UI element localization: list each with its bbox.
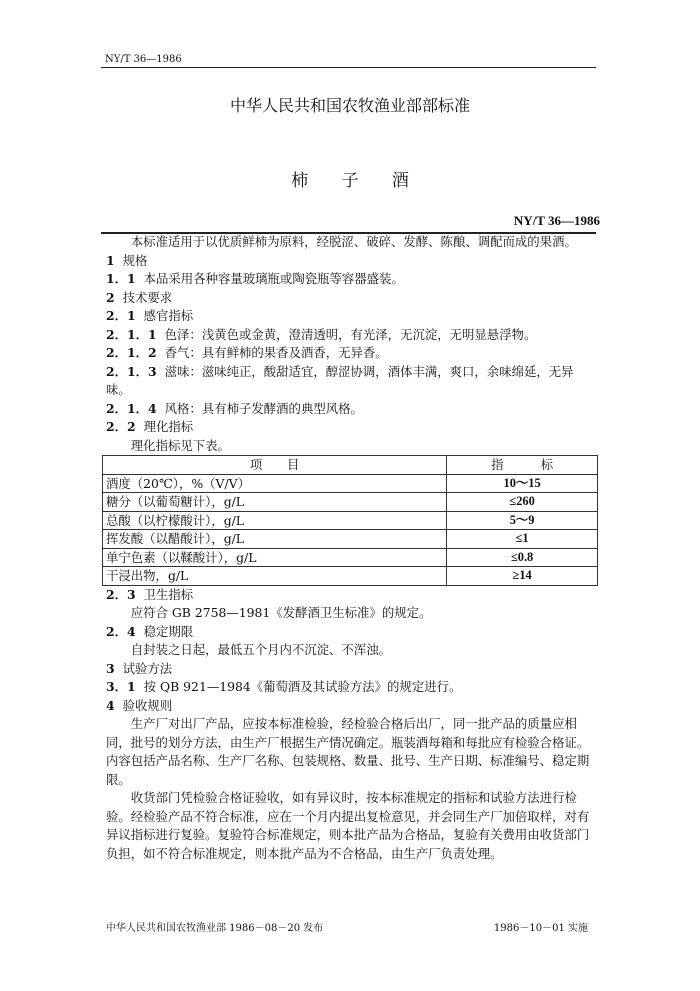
section-2-heading: 2 技术要求	[106, 289, 173, 305]
document-title: 柿 子 酒	[291, 171, 423, 191]
footer-effective: 1986－10－01 实施	[493, 923, 588, 934]
section-2-4-heading: 2．4 稳定期限	[106, 623, 194, 639]
table-cell-item: 单宁色素（以鞣酸计），g/L	[103, 548, 447, 567]
section-2-1-3: 2．1．3 滋味：滋味纯正，酸甜适宜，醇涩协调，酒体丰满，爽口，余味绵延，无异味。	[106, 363, 574, 397]
table-cell-value: 10～15	[447, 474, 598, 493]
section-2-3-heading: 2．3 卫生指标	[106, 586, 194, 602]
table-cell-value: 5～9	[447, 511, 598, 530]
table-row	[103, 530, 598, 549]
section-4-heading: 4 验收规则	[106, 697, 173, 713]
standard-number: NY/T 36—1986	[513, 213, 600, 228]
section-4-paragraph-2: 收货部门凭检验合格证验收，如有异议时，按本标准规定的指标和试验方法进行检验。经检验产品不符合标准，应在一个月内提出复检意见，并会同生产厂加倍取样，对有异议指标进行复验。复验符合标准规定，则本批产品为合格品，复验有关费用由收货部门负担，如不符合标准规定，则本批产品为不合格品，由生产厂负责处理。	[106, 790, 590, 861]
section-2-1-4: 2．1．4 风格：具有柿子发酵酒的典型风格。	[106, 400, 363, 416]
section-2-2-lead: 理化指标见下表。	[130, 437, 230, 453]
table-cell-item: 总酸（以柠檬酸计），g/L	[103, 511, 447, 530]
table-header-item: 项 目	[103, 456, 447, 475]
section-2-2-heading: 2．2 理化指标	[106, 419, 194, 434]
table-row	[103, 567, 598, 586]
table-cell-value: ≤0.8	[447, 548, 598, 567]
running-header-code: NY/T 36—1986	[105, 54, 182, 65]
issuing-organization: 中华人民共和国农牧渔业部部标准	[229, 96, 470, 115]
document-body	[106, 233, 596, 863]
section-3-1: 3．1 按 QB 921—1984《葡萄酒及其试验方法》的规定进行。	[106, 679, 462, 694]
intro-paragraph: 本标准适用于以优质鲜柿为原料，经脱涩、破碎、发酵、陈酿、调配而成的果酒。	[130, 234, 577, 249]
table-header-value: 指 标	[447, 456, 598, 475]
table-cell-item: 挥发酸（以醋酸计），g/L	[103, 530, 447, 549]
physicochemical-table	[102, 455, 598, 586]
section-1-heading: 1 规格	[106, 252, 148, 268]
table-cell-item: 酒度（20℃），%（V/V）	[103, 474, 447, 493]
section-3-heading: 3 试验方法	[106, 660, 173, 676]
table-cell-item: 糖分（以葡萄糖计），g/L	[103, 493, 447, 512]
section-2-1-2: 2．1．2 香气：具有鲜柿的果香及酒香，无异香。	[106, 345, 388, 360]
section-2-1-1: 2．1．1 色泽：浅黄色或金黄，澄清透明，有光泽，无沉淀，无明显悬浮物。	[106, 326, 537, 342]
table-cell-value: ≥14	[447, 567, 598, 586]
section-2-4-text: 自封装之日起，最低五个月内不沉淀、不浑浊。	[130, 642, 391, 657]
table-row	[103, 474, 598, 493]
table-row	[103, 548, 598, 567]
header-rule	[101, 67, 596, 68]
table-row	[103, 511, 598, 530]
table-header-row	[103, 456, 598, 475]
table-cell-value: ≤260	[447, 493, 598, 512]
table-cell-value: ≤1	[447, 530, 598, 549]
section-2-1-heading: 2．1 感官指标	[106, 308, 194, 323]
table-row	[103, 493, 598, 512]
table-cell-item: 干浸出物，g/L	[103, 567, 447, 586]
section-1-1: 1．1 本品采用各种容量玻璃瓶或陶瓷瓶等容器盛装。	[106, 271, 404, 286]
section-2-3-text: 应符合 GB 2758—1981《发酵酒卫生标准》的规定。	[130, 605, 432, 620]
footer-issued: 中华人民共和国农牧渔业部 1986－08－20 发布	[106, 923, 324, 934]
section-4-paragraph-1: 生产厂对出厂产品，应按本标准检验，经检验合格后出厂，同一批产品的质量应相同，批号的划分方法，由生产厂根据生产情况确定。瓶装酒每箱和每批应有检验合格证。内容包括产品名称、生产厂名称、包装规格、数量、批号、生产日期、标准编号、稳定期限。	[106, 716, 590, 787]
